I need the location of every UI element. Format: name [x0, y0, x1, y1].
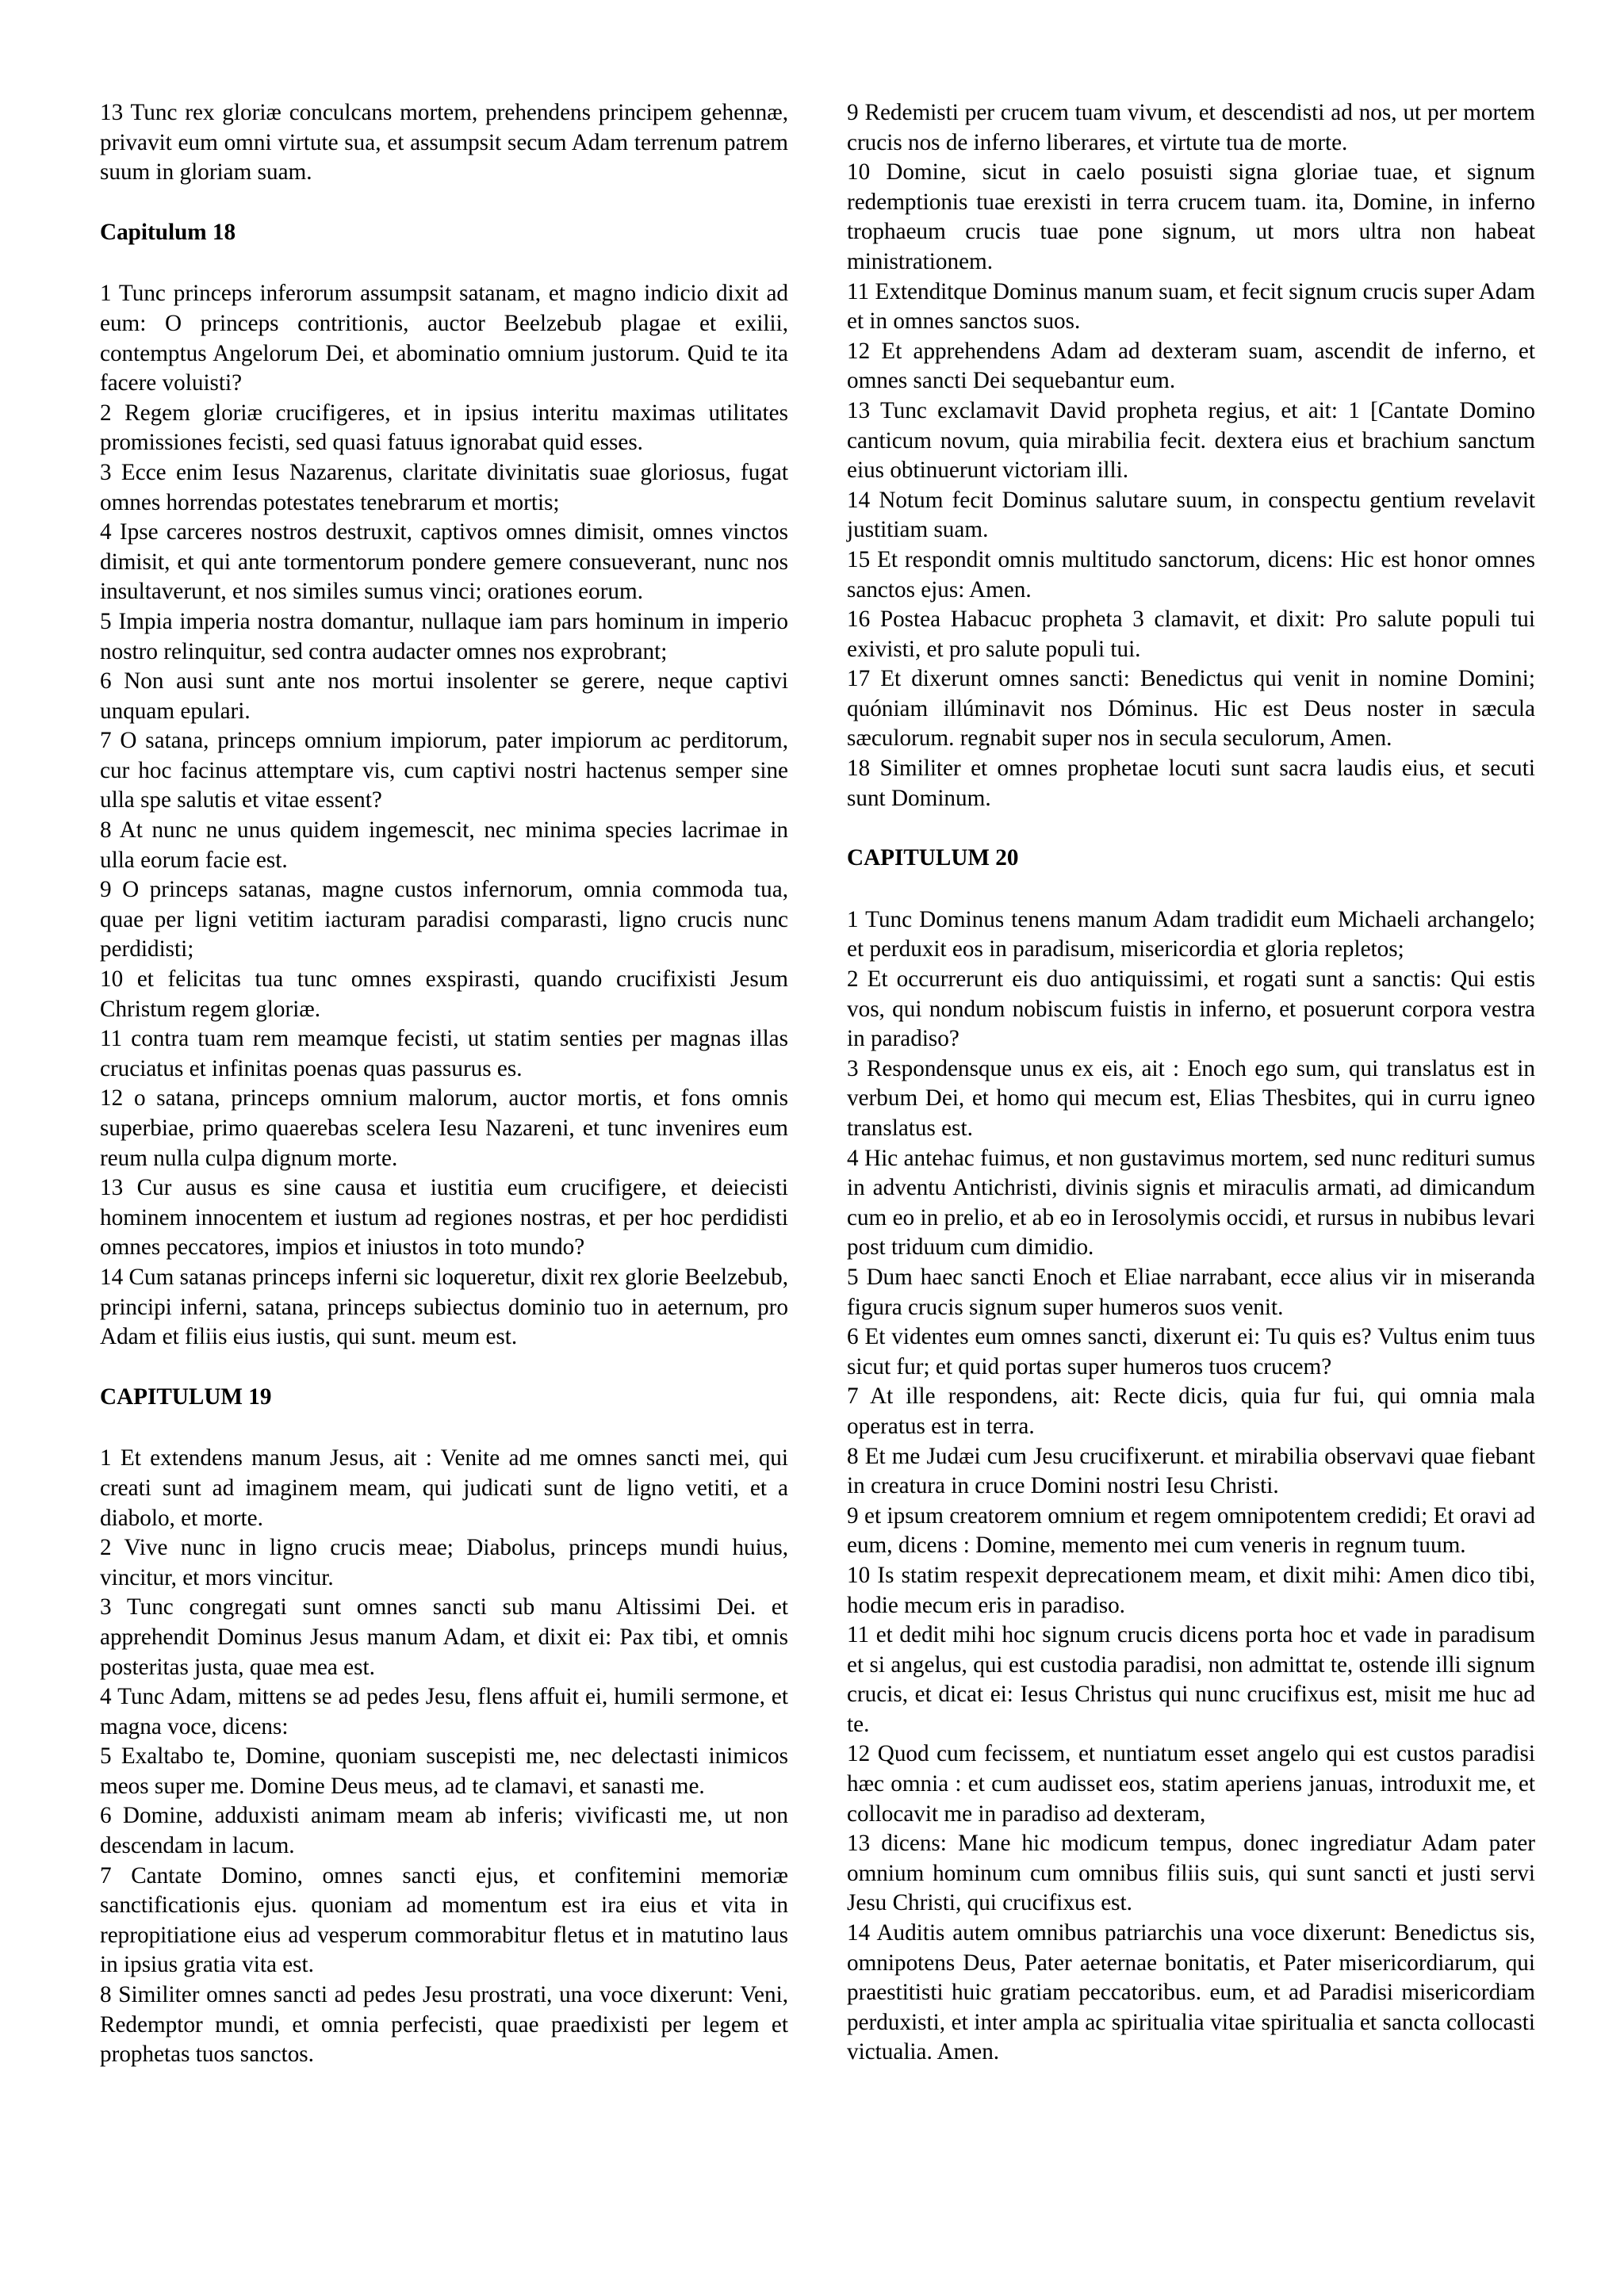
- verse: 13 dicens: Mane hic modicum tempus, donec ingrediatur Adam pater omnium hominum cum omnibus filiis suis, qui sunt sancti et justi servi Jesu Christi, qui crucifixus est.: [847, 1831, 1535, 1916]
- verse: 13 Cur ausus es sine causa et iustitia eum crucifigere, et deiecisti hominem innocentem et iustum ad regiones nostras, et per hoc perdidisti omnes peccatores, impios et iniustos in toto mundo?: [100, 1175, 788, 1261]
- verse: 12 o satana, princeps omnium malorum, auctor mortis, et fons omnis superbiae, primo quaerebas scelera Iesu Nazareni, et tunc invenires eum reum nulla culpa dignum morte.: [100, 1085, 788, 1171]
- verse: 6 Non ausi sunt ante nos mortui insolenter se gerere, neque captivi unquam epulari.: [100, 668, 788, 724]
- verse: 3 Ecce enim Iesus Nazarenus, claritate divinitatis suae gloriosus, fugat omnes horrendas potestates tenebrarum et mortis;: [100, 459, 788, 515]
- verse: 8 At nunc ne unus quidem ingemescit, nec minima species lacrimae in ulla eorum facie est.: [100, 817, 788, 873]
- chapter-heading-20: CAPITULUM 20: [847, 845, 1019, 871]
- verse: 10 Is statim respexit deprecationem meam, et dixit mihi: Amen dico tibi, hodie mecum eris in paradiso.: [847, 1562, 1535, 1618]
- verse: 4 Ipse carceres nostros destruxit, captivos omnes dimisit, omnes vinctos dimisit, et qui ante tormentorum pondere gemere consueverant, nunc nos insultaverunt, et nos similes sumus vinci; orationes eorum.: [100, 519, 788, 605]
- verse: 7 Cantate Domino, omnes sancti ejus, et confitemini memoriæ sanctificationis ejus. quoniam ad momentum est ira eius et vita in repropitiatione eius ad vesperum commorabitur fletus et in matutino laus in ipsius gratia vita est.: [100, 1862, 788, 1978]
- verse: 16 Postea Habacuc propheta 3 clamavit, et dixit: Pro salute populi tui exivisti, et pro salute populi tui.: [847, 607, 1535, 662]
- verse: 18 Similiter et omnes prophetae locuti sunt sacra laudis eius, et secuti sunt Dominum.: [847, 756, 1535, 811]
- verse: 12 Quod cum fecissem, et nuntiatum esset angelo qui est custos paradisi hæc omnia : et cum audisset eos, statim aperiens januas, introduxit me, et collocavit me in paradiso ad dexteram,: [847, 1741, 1535, 1827]
- verse: 8 Similiter omnes sancti ad pedes Jesu prostrati, una voce dixerunt: Veni, Redemptor mundi, et omnia perfecisti, quae praedixisti per legem et prophetas tuos sanctos.: [100, 1982, 788, 2068]
- left-column: [100, 98, 788, 2070]
- verse: 5 Dum haec sancti Enoch et Eliae narrabant, ecce alius vir in miseranda figura crucis signum super humeros suos venit.: [847, 1264, 1535, 1320]
- verse: 14 Notum fecit Dominus salutare suum, in conspectu gentium revelavit justitiam suam.: [847, 487, 1535, 543]
- verse: 1 Tunc princeps inferorum assumpsit satanam, et magno indicio dixit ad eum: O princeps contritionis, auctor Beelzebub plagae et exilii, contemptus Angelorum Dei, et abominatio omnium justorum. Quid te ita facere voluisti?: [100, 281, 788, 396]
- verse: 11 Extenditque Dominus manum suam, et fecit signum crucis super Adam et in omnes sanctos suos.: [847, 278, 1535, 335]
- verse: 10 Domine, sicut in caelo posuisti signa gloriae tuae, et signum redemptionis tuae erexisti in terra crucem tuam. ita, Domine, in inferno trophaeum crucis tuae pone signum, ut mors ultra non habeat ministrationem.: [847, 159, 1535, 274]
- verse: 2 Vive nunc in ligno crucis meae; Diabolus, princeps mundi huius, vincitur, et mors vincitur.: [100, 1535, 788, 1590]
- verse: 5 Impia imperia nostra domantur, nullaque iam pars hominum in imperio nostro relinquitur, sed contra audacter omnes nos exprobrant;: [100, 608, 788, 664]
- verse: 4 Tunc Adam, mittens se ad pedes Jesu, flens affuit ei, humili sermone, et magna voce, dicens:: [100, 1684, 788, 1739]
- verse: 14 Cum satanas princeps inferni sic loqueretur, dixit rex glorie Beelzebub, principi inferni, satana, princeps subiectus dominio tuo in aeternum, pro Adam et filiis eius iustis, qui sunt. meum est.: [100, 1264, 788, 1350]
- verse: 3 Respondensque unus ex eis, ait : Enoch ego sum, qui translatus est in verbum Dei, et homo qui mecum est, Elias Thesbites, qui in curru igneo translatus est.: [847, 1055, 1535, 1141]
- verse: 3 Tunc congregati sunt omnes sancti sub manu Altissimi Dei. et apprehendit Dominus Jesus manum Adam, et dixit ei: Pax tibi, et omnis posteritas justa, quae mea est.: [100, 1594, 788, 1680]
- chapter-heading-19: CAPITULUM 19: [100, 1383, 272, 1410]
- chapter-heading-18: Capitulum 18: [100, 219, 236, 245]
- verse: 7 At ille respondens, ait: Recte dicis, quia fur fui, qui omnia mala operatus est in terra.: [847, 1383, 1535, 1439]
- verse: 15 Et respondit omnis multitudo sanctorum, dicens: Hic est honor omnes sanctos ejus: Amen.: [847, 546, 1535, 603]
- verse: 2 Et occurrerunt eis duo antiquissimi, et rogati sunt a sanctis: Qui estis vos, qui nondum nobiscum fuistis in inferno, et posuerunt corpora vestra in paradiso?: [847, 966, 1535, 1052]
- verse: 9 O princeps satanas, magne custos infernorum, omnia commoda tua, quae per ligni vetitim iacturam paradisi comparasti, ligno crucis nunc perdidisti;: [100, 877, 788, 962]
- right-column: [847, 98, 1535, 2068]
- verse: 11 contra tuam rem meamque fecisti, ut statim senties per magnas illas cruciatus et infinitas poenas quas passurus es.: [100, 1026, 788, 1081]
- verse: 9 Redemisti per crucem tuam vivum, et descendisti ad nos, ut per mortem crucis nos de inferno liberares, et virtute tua de morte.: [847, 100, 1535, 155]
- verse: 12 Et apprehendens Adam ad dexteram suam, ascendit de inferno, et omnes sancti Dei sequebantur eum.: [847, 338, 1535, 394]
- verse: 2 Regem gloriæ crucifigeres, et in ipsius interitu maximas utilitates promissiones fecisti, sed quasi fatuus ignorabat quid esses.: [100, 400, 788, 456]
- verse: 13 Tunc rex gloriæ conculcans mortem, prehendens principem gehennæ, privavit eum omni virtute sua, et assumpsit secum Adam terrenum patrem suum in gloriam suam.: [100, 100, 788, 186]
- verse: 1 Tunc Dominus tenens manum Adam tradidit eum Michaeli archangelo; et perduxit eos in paradisum, misericordia et gloria repletos;: [847, 906, 1535, 962]
- verse: 9 et ipsum creatorem omnium et regem omnipotentem credidi; Et oravi ad eum, dicens : Domine, memento mei cum veneris in regnum tuum.: [847, 1502, 1535, 1559]
- verse: 1 Et extendens manum Jesus, ait : Venite ad me omnes sancti mei, qui creati sunt ad imaginem meam, qui judicati sunt de ligno vetiti, et a diabolo, et morte.: [100, 1445, 788, 1531]
- verse: 11 et dedit mihi hoc signum crucis dicens porta hoc et vade in paradisum et si angelus, qui est custodia paradisi, non admittat te, ostende illi signum crucis, et dicat ei: Iesus Christus qui nunc crucifixus est, misit me huc ad te.: [847, 1622, 1535, 1737]
- verse: 6 Domine, adduxisti animam meam ab inferis; vivificasti me, ut non descendam in lacum.: [100, 1803, 788, 1859]
- verse: 4 Hic antehac fuimus, et non gustavimus mortem, sed nunc redituri sumus in adventu Antichristi, divinis signis et miraculis armati, ad dimicandum cum eo in prelio, et ab eo in Ierosolymis occidi, et rursus in nubibus levari post triduum cum dimidio.: [847, 1145, 1535, 1261]
- verse: 5 Exaltabo te, Domine, quoniam suscepisti me, nec delectasti inimicos meos super me. Domine Deus meus, ad te clamavi, et sanasti me.: [100, 1743, 788, 1799]
- verse: 10 et felicitas tua tunc omnes exspirasti, quando crucifixisti Jesum Christum regem gloriæ.: [100, 966, 788, 1022]
- verse: 14 Auditis autem omnibus patriarchis una voce dixerunt: Benedictus sis, omnipotens Deus, Pater aeternae bonitatis, et Pater misericordiarum, qui praestitisti huic gratiam peccatoribus. eum, et ad Paradisi misericordiam perduxisti, et inter ampla ac spiritualia vitae spiritualia et sancta collocasti victualia. Amen.: [847, 1920, 1535, 2065]
- verse: 8 Et me Judæi cum Jesu crucifixerunt. et mirabilia observavi quae fiebant in creatura in cruce Domini nostri Iesu Christi.: [847, 1443, 1535, 1499]
- verse: 13 Tunc exclamavit David propheta regius, et ait: 1 [Cantate Domino canticum novum, quia mirabilia fecit. dextera eius et brachium sanctum eius obtinuerunt victoriam illi.: [847, 397, 1535, 484]
- verse: 6 Et videntes eum omnes sancti, dixerunt ei: Tu quis es? Vultus enim tuus sicut fur; et quid portas super humeros tuos crucem?: [847, 1324, 1535, 1380]
- verse: 17 Et dixerunt omnes sancti: Benedictus qui venit in nomine Domini; quóniam illúminavit nos Dóminus. Hic est Deus noster in sæcula sæculorum. regnabit super nos in secula seculorum, Amen.: [847, 666, 1535, 752]
- verse: 7 O satana, princeps omnium impiorum, pater impiorum ac perditorum, cur hoc facinus attemptare vis, cum captivi nostri hactenus semper sine ulla spe salutis et vitae essent?: [100, 728, 788, 813]
